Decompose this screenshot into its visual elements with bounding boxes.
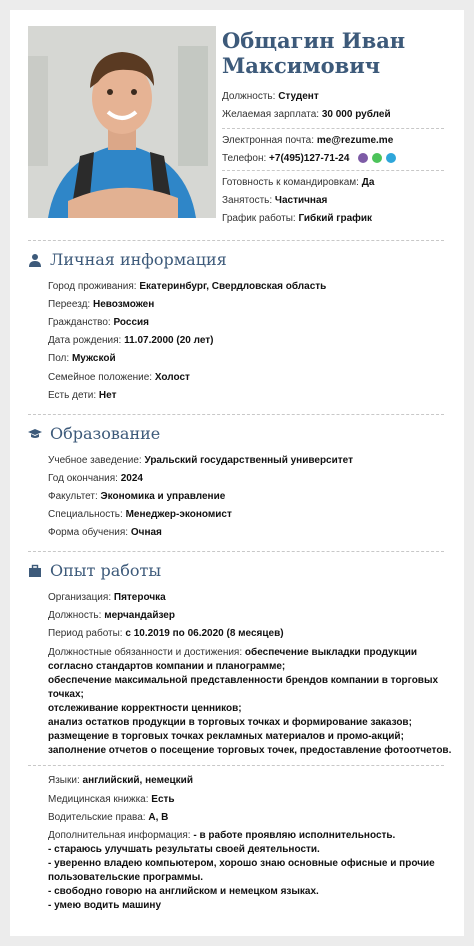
- messenger-icons: [358, 153, 396, 163]
- license-value: A, B: [148, 812, 169, 823]
- duties-line: обеспечение выкладки продукции: [244, 647, 418, 658]
- duties-label: Должностные обязанности и достижения:: [48, 647, 243, 658]
- duties-line: обеспечение максимальной представленности брендов компании в торговых: [48, 675, 439, 686]
- citizenship-row: [48, 316, 452, 330]
- name-line-2: Максимович: [222, 53, 381, 78]
- info-line: - свободно говорю на английском и немецком языках.: [48, 886, 319, 897]
- school-label: Учебное заведение:: [48, 455, 142, 466]
- resume-page: [10, 10, 464, 936]
- personal-section-title: [28, 250, 227, 270]
- study-form-label: Форма обучения:: [48, 527, 129, 538]
- city-label: Город проживания:: [48, 281, 137, 292]
- position-row: [222, 90, 319, 104]
- schedule-row: [222, 212, 372, 226]
- kids-value: Нет: [98, 390, 117, 401]
- info-line: - умею водить машину: [48, 900, 162, 911]
- position-label: Должность:: [222, 91, 276, 102]
- sex-value: Мужской: [71, 353, 116, 364]
- license-row: [48, 811, 452, 825]
- email-value[interactable]: me@rezume.me: [316, 135, 394, 146]
- trips-row: [222, 176, 374, 190]
- section-divider: [28, 551, 444, 552]
- job-position-label: Должность:: [48, 610, 102, 621]
- education-section-title: [28, 424, 160, 444]
- section-divider: [28, 414, 444, 415]
- family-label: Семейное положение:: [48, 372, 153, 383]
- phone-label: Телефон:: [222, 153, 267, 164]
- sex-label: Пол:: [48, 353, 70, 364]
- languages-row: [48, 774, 452, 788]
- license-label: Водительские права:: [48, 812, 146, 823]
- duties-line: заполнение отчетов о посещение торговых точек, предоставление фотоотчетов.: [48, 745, 452, 756]
- school-row: [48, 454, 452, 468]
- name-line-1: Общагин Иван: [222, 28, 406, 53]
- year-value: 2024: [120, 473, 143, 484]
- move-row: [48, 298, 452, 312]
- school-value: Уральский государственный университет: [144, 455, 353, 466]
- faculty-label: Факультет:: [48, 491, 98, 502]
- family-row: [48, 371, 452, 385]
- salary-label: Желаемая зарплата:: [222, 109, 320, 120]
- study-form-value: Очная: [130, 527, 162, 538]
- additional-info-label: Дополнительная информация:: [48, 830, 191, 841]
- year-row: [48, 472, 452, 486]
- family-value: Холост: [154, 372, 190, 383]
- phone-value[interactable]: +7(495)127-71-24: [269, 153, 350, 164]
- languages-label: Языки:: [48, 775, 80, 786]
- languages-value: английский, немецкий: [82, 775, 193, 786]
- year-label: Год окончания:: [48, 473, 118, 484]
- duties-line: точках;: [48, 689, 84, 700]
- org-label: Организация:: [48, 592, 112, 603]
- medbook-label: Медицинская книжка:: [48, 794, 149, 805]
- section-divider: [28, 765, 444, 766]
- faculty-row: [48, 490, 452, 504]
- email-row: [222, 134, 393, 148]
- duties-line: отслеживание корректности ценников;: [48, 703, 242, 714]
- kids-row: [48, 389, 452, 403]
- job-position-value: мерчандайзер: [104, 610, 175, 621]
- city-value: Екатеринбург, Свердловская область: [139, 281, 327, 292]
- divider: [222, 170, 444, 171]
- medbook-row: [48, 793, 452, 807]
- sex-row: [48, 352, 452, 366]
- email-label: Электронная почта:: [222, 135, 315, 146]
- medbook-value: Есть: [151, 794, 175, 805]
- salary-row: [222, 108, 391, 122]
- divider: [222, 128, 444, 129]
- info-line: - в работе проявляю исполнительность.: [193, 830, 396, 841]
- position-value: Студент: [278, 91, 319, 102]
- citizenship-value: Россия: [113, 317, 150, 328]
- person-icon: [28, 253, 42, 267]
- info-line: - уверенно владею компьютером, хорошо знаю основные офисные и прочие: [48, 858, 435, 869]
- speciality-label: Специальность:: [48, 509, 123, 520]
- info-line: - стараюсь улучшать результаты своей деятельности.: [48, 844, 320, 855]
- employment-label: Занятость:: [222, 195, 273, 206]
- schedule-value: Гибкий график: [298, 213, 373, 224]
- personal-title: Личная информация: [50, 250, 227, 269]
- speciality-row: [48, 508, 452, 522]
- org-row: [48, 591, 452, 605]
- period-row: [48, 627, 452, 641]
- telegram-icon[interactable]: [386, 153, 396, 163]
- employment-row: [222, 194, 327, 208]
- faculty-value: Экономика и управление: [100, 491, 226, 502]
- salary-value: 30 000 рублей: [321, 109, 391, 120]
- duties-line: размещение в торговых точках рекламных материалов и промо-акций;: [48, 731, 404, 742]
- citizenship-label: Гражданство:: [48, 317, 111, 328]
- city-row: [48, 280, 452, 294]
- employment-value: Частичная: [274, 195, 328, 206]
- schedule-label: График работы:: [222, 213, 296, 224]
- trips-value: Да: [361, 177, 375, 188]
- section-divider: [28, 240, 444, 241]
- duties-block: [48, 646, 452, 758]
- duties-line: анализ остатков продукции в торговых точках и формирование заказов;: [48, 717, 412, 728]
- duties-line: согласно стандартов компании и планограмме;: [48, 661, 286, 672]
- job-position-row: [48, 609, 452, 623]
- experience-section-title: [28, 561, 161, 581]
- viber-icon[interactable]: [358, 153, 368, 163]
- whatsapp-icon[interactable]: [372, 153, 382, 163]
- phone-row: [222, 152, 396, 166]
- birth-value: 11.07.2000 (20 лет): [124, 335, 214, 346]
- period-value: с 10.2019 по 06.2020 (8 месяцев): [125, 628, 284, 639]
- speciality-value: Менеджер-экономист: [125, 509, 232, 520]
- experience-title: Опыт работы: [50, 561, 162, 580]
- period-label: Период работы:: [48, 628, 123, 639]
- move-label: Переезд:: [48, 299, 91, 310]
- kids-label: Есть дети:: [48, 390, 97, 401]
- profile-photo: [28, 26, 216, 218]
- graduation-cap-icon: [28, 427, 42, 441]
- trips-label: Готовность к командировкам:: [222, 177, 359, 188]
- org-value: Пятерочка: [113, 592, 166, 603]
- info-line: пользовательские программы.: [48, 872, 204, 883]
- briefcase-icon: [28, 564, 42, 578]
- move-value: Невозможен: [92, 299, 155, 310]
- study-form-row: [48, 526, 452, 540]
- additional-info-block: [48, 829, 452, 913]
- birth-row: [48, 334, 452, 348]
- education-title: Образование: [50, 424, 161, 443]
- birth-label: Дата рождения:: [48, 335, 122, 346]
- full-name: [222, 28, 452, 78]
